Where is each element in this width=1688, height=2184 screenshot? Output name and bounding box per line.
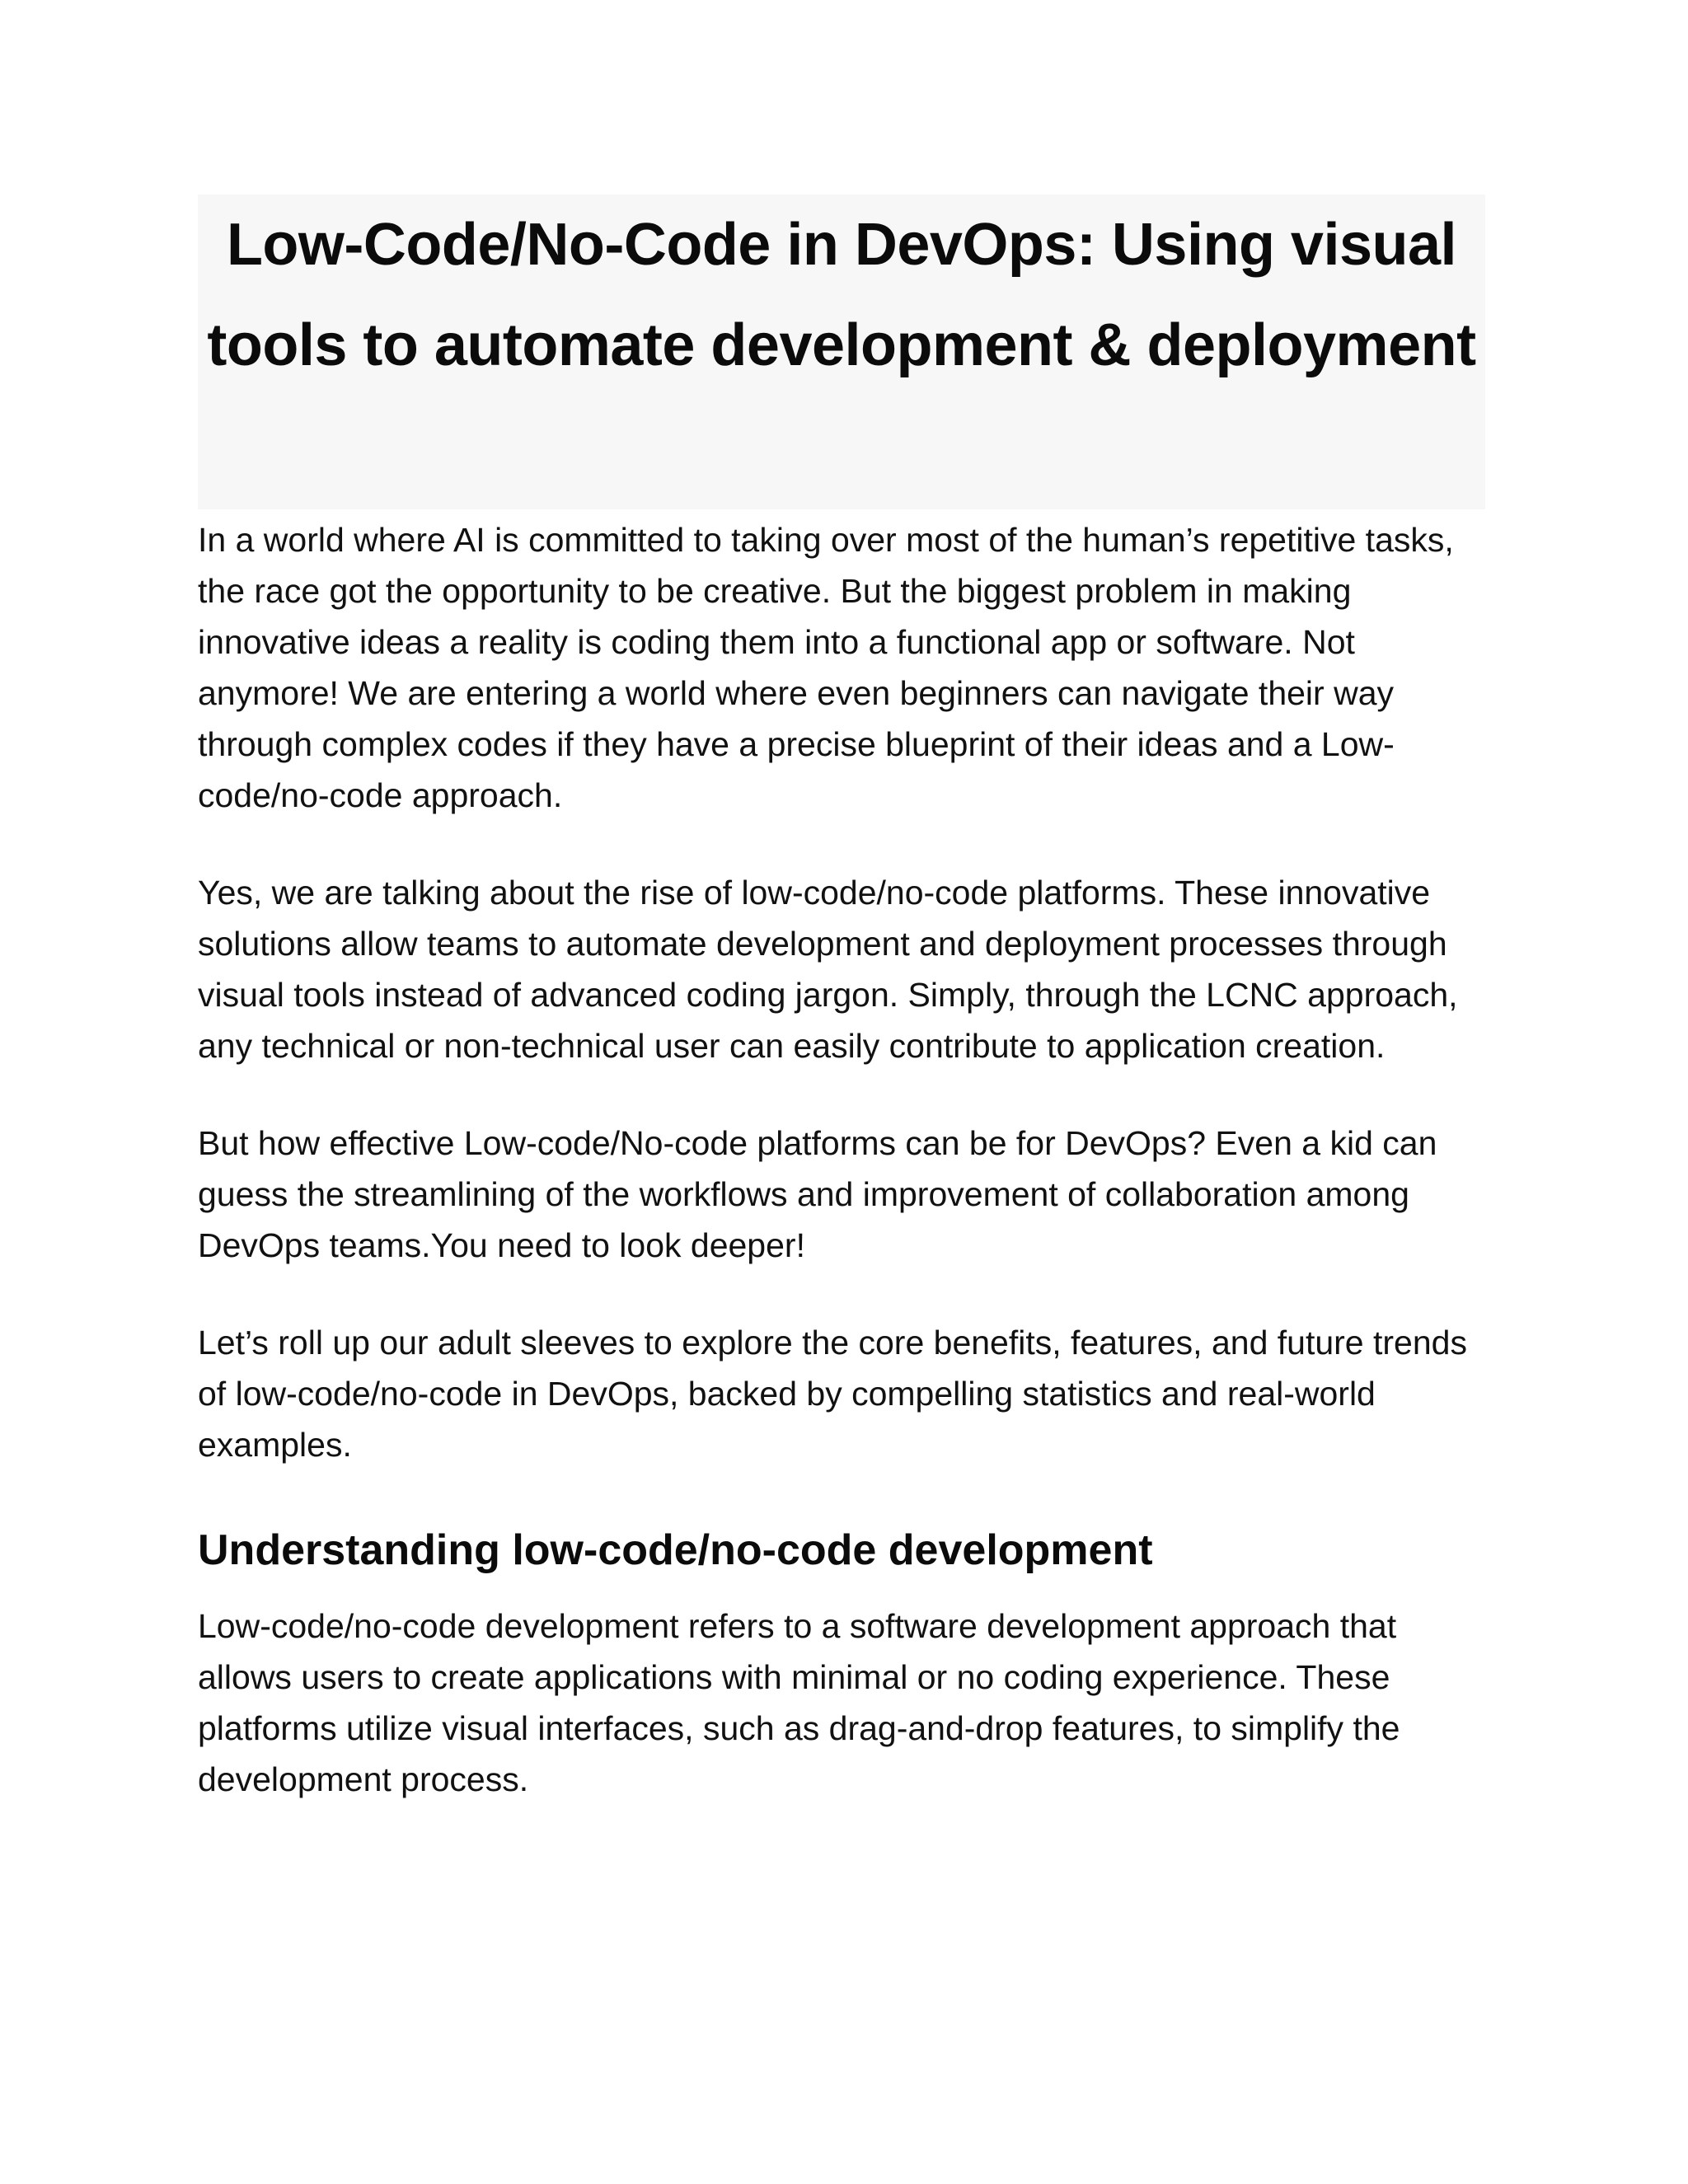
title-banner (198, 194, 1485, 509)
intro-paragraph-1: In a world where AI is committed to taking over most of the human’s repetitive tasks, the race got the opportunity to be creative. But the biggest problem in making innovative ideas a reality is coding them into a functional app or software. Not anymore! We are entering a world where even beginners can navigate their way through complex codes if they have a precise blueprint of their ideas and a Low-code/no-code approach. (198, 521, 1454, 814)
section-paragraph: Low-code/no-code development refers to a software development approach that allows users to create applications with minimal or no coding experience. These platforms utilize visual interfaces, such as drag-and-drop features, to simplify the development process. (198, 1607, 1400, 1798)
section-heading: Understanding low-code/no-code development (198, 1526, 1153, 1574)
intro-paragraph-4: Let’s roll up our adult sleeves to explore the core benefits, features, and future trends of low-code/no-code in DevOps, backed by compelling statistics and real-world examples. (198, 1324, 1467, 1464)
intro-paragraph-3: But how effective Low-code/No-code platforms can be for DevOps? Even a kid can guess the streamlining of the workflows and improvement of collaboration among DevOps teams.You need to look deeper! (198, 1124, 1437, 1264)
document-title: Low-Code/No-Code in DevOps: Using visual tools to automate development & deployment (207, 212, 1476, 378)
intro-paragraph-2: Yes, we are talking about the rise of low-code/no-code platforms. These innovative solutions allow teams to automate development and deployment processes through visual tools instead of advanced coding jargon. Simply, through the LCNC approach, any technical or non-technical user can easily contribute to application creation. (198, 874, 1458, 1065)
document-page (198, 194, 1485, 1805)
